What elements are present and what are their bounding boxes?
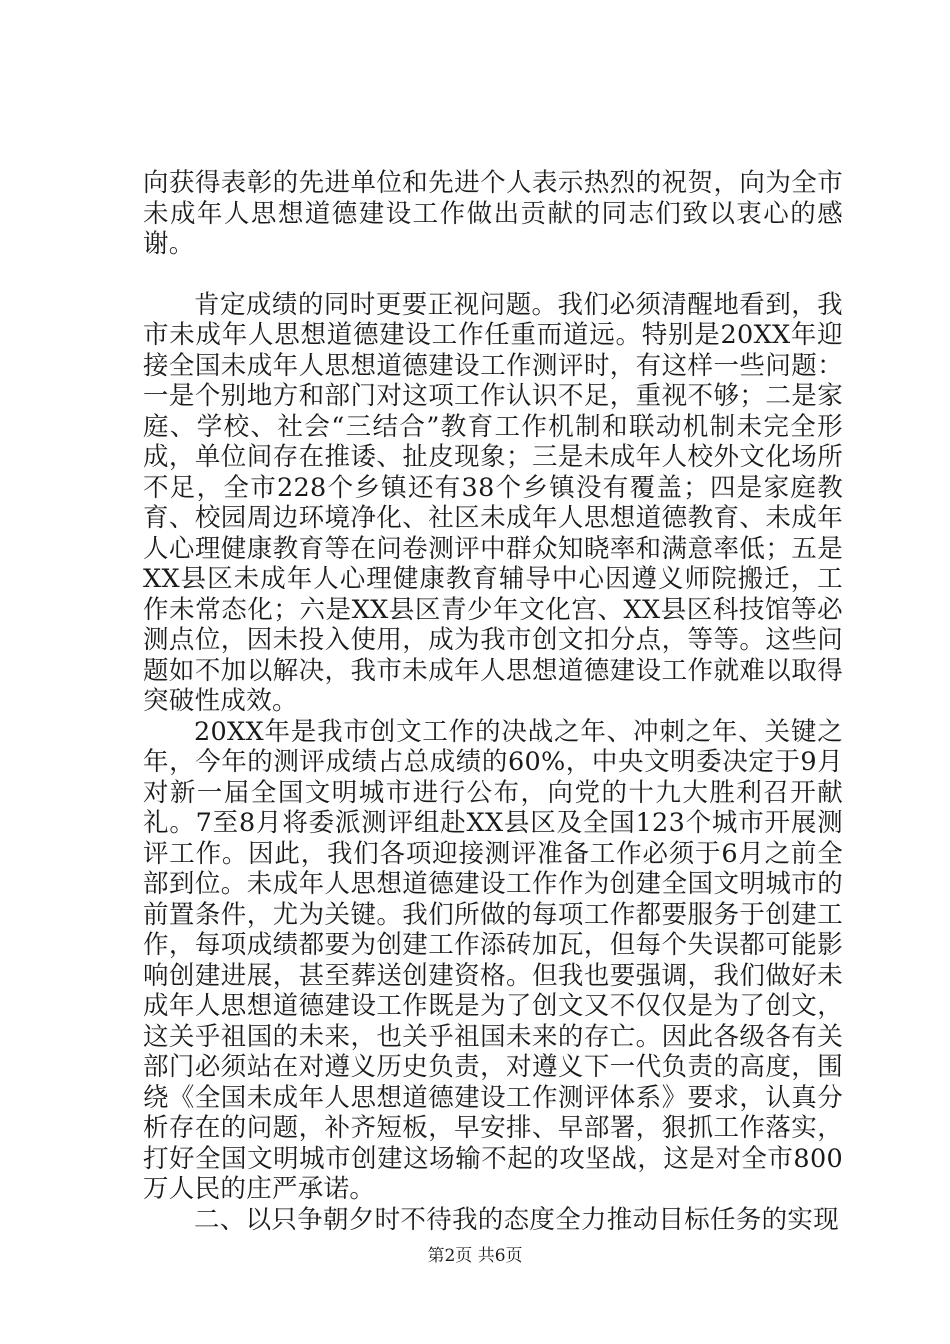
paragraph-problems: 肯定成绩的同时更要正视问题。我们必须清醒地看到，我市未成年人思想道德建设工作任重而道远。特别是20XX年迎接全国未成年人思想道德建设工作测评时，有这样一些问题：一是个别地方和部门对这项工作认识不足，重视不够；二是家庭、学校、社会“三结合”教育工作机制和联动机制未完全形成，单位间存在推诿、扯皮现象；三是未成年人校外文化场所不足，全市228个乡镇还有38个乡镇没有覆盖；四是家庭教育、校园周边环境净化、社区未成年人思想道德教育、未成年人心理健康教育等在问卷测评中群众知晓率和满意率低；五是XX县区未成年人心理健康教育辅导中心因遵义师院搬迁，工作未常态化；六是XX县区青少年文化宫、XX县区科技馆等必测点位，因未投入使用，成为我市创文扣分点，等等。这些问题如不加以解决，我市未成年人思想道德建设工作就难以取得突破性成效。 [143,289,843,716]
page-number-footer: 第2页 共6页 [427,1246,523,1266]
paragraph-key-year: 20XX年是我市创文工作的决战之年、冲刺之年、关键之年，今年的测评成绩占总成绩的60%，中央文明委决定于9月对新一届全国文明城市进行公布，向党的十九大胜利召开献礼。7至8月将委派测评组赴XX县区及全国123个城市开展测评工作。因此，我们各项迎接测评准备工作必须于6月之前全部到位。未成年人思想道德建设工作作为创建全国文明城市的前置条件，尤为关键。我们所做的每项工作都要服务于创建工作，每项成绩都要为创建工作添砖加瓦，但每个失误都可能影响创建进展，甚至葬送创建资格。但我也要强调，我们做好未成年人思想道德建设工作既是为了创文又不仅仅是为了创文，这关乎祖国的未来，也关乎祖国未来的存亡。因此各级各有关部门必须站在对遵义历史负责，对遵义下一代负责的高度，围绕《全国未成年人思想道德建设工作测评体系》要求，认真分析存在的问题，补齐短板，早安排、早部署，狠抓工作落实，打好全国文明城市创建这场输不起的攻坚战，这是对全市800万人民的庄严承诺。 [143,716,843,1204]
section-heading: 二、以只争朝夕时不待我的态度全力推动目标任务的实现 [194,1204,840,1235]
document-body [143,168,843,1235]
paragraph-congratulations: 向获得表彰的先进单位和先进个人表示热烈的祝贺，向为全市未成年人思想道德建设工作做出贡献的同志们致以衷心的感谢。 [143,168,843,259]
paragraph-spacer [143,260,843,290]
